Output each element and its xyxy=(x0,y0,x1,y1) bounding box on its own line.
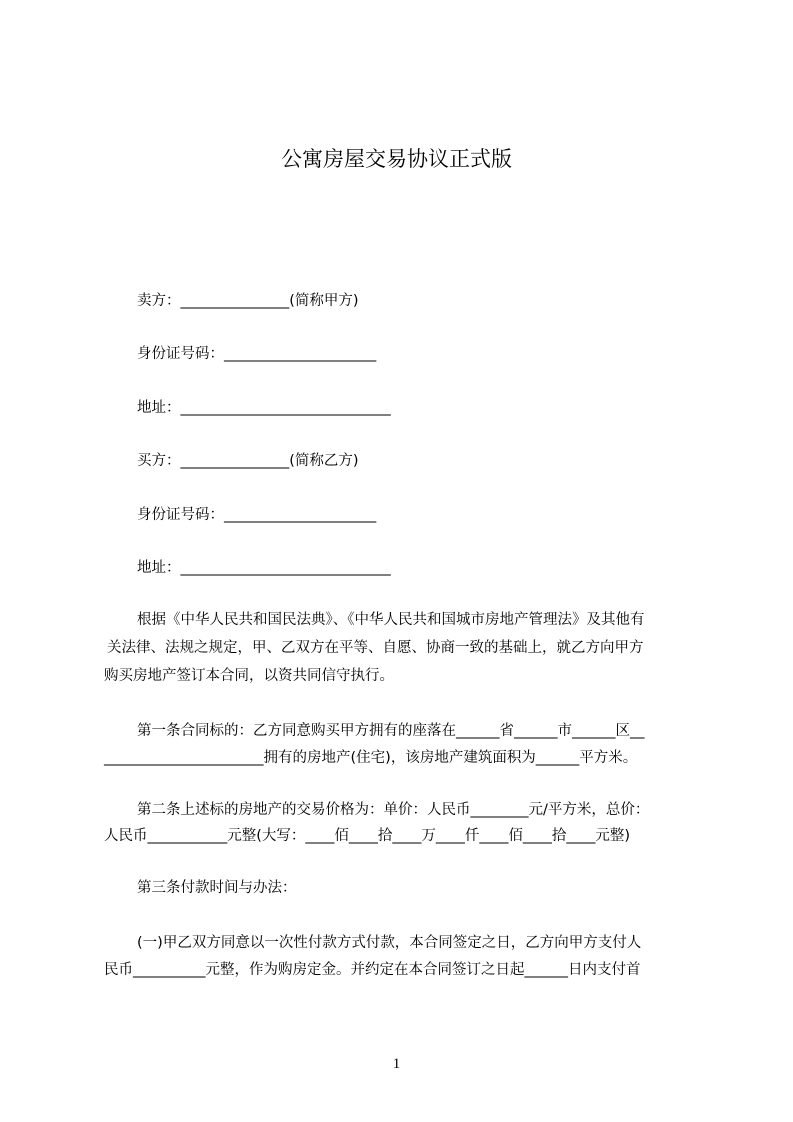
page-number: 1 xyxy=(392,1056,401,1072)
article-1-line: ______________________拥有的房地产(住宅)，该房地产建筑面积为______平方米。 xyxy=(104,750,638,766)
buyer-address-field: 地址：_____________________________ xyxy=(137,560,391,576)
buyer-field: 买方：_______________(简称乙方) xyxy=(137,453,359,469)
article-3-heading: 第三条付款时间与办法： xyxy=(137,880,297,896)
preamble-line: 关法律、法规之规定，甲、乙双方在平等、自愿、协商一致的基础上，就乙方向甲方 xyxy=(107,640,644,656)
article-3-item-line: (一)甲乙双方同意以一次性付款方式付款，本合同签定之日，乙方向甲方支付人 xyxy=(137,935,642,951)
seller-address-field: 地址：_____________________________ xyxy=(137,400,391,416)
buyer-id-field: 身份证号码：_____________________ xyxy=(137,507,377,523)
preamble-line: 根据《中华人民共和国民法典》、《中华人民共和国城市房地产管理法》及其他有 xyxy=(137,612,645,628)
preamble-line: 购买房地产签订本合同，以资共同信守执行。 xyxy=(104,668,394,684)
seller-id-field: 身份证号码：_____________________ xyxy=(137,346,377,362)
article-1-line: 第一条合同标的：乙方同意购买甲方拥有的座落在______省______市______区__ xyxy=(137,723,645,739)
article-3-item-line: 民币__________元整，作为购房定金。并约定在本合同签订之日起______日内支付首 xyxy=(104,962,641,978)
document-title: 公寓房屋交易协议正式版 xyxy=(281,147,512,171)
article-2-line: 第二条上述标的房地产的交易价格为：单价：人民币________元/平方米，总价： xyxy=(137,802,650,818)
seller-field: 卖方：_______________(简称甲方) xyxy=(137,293,359,309)
article-2-line: 人民币___________元整(大写：____佰____拾____万____仟____佰____拾____元整) xyxy=(104,828,631,844)
